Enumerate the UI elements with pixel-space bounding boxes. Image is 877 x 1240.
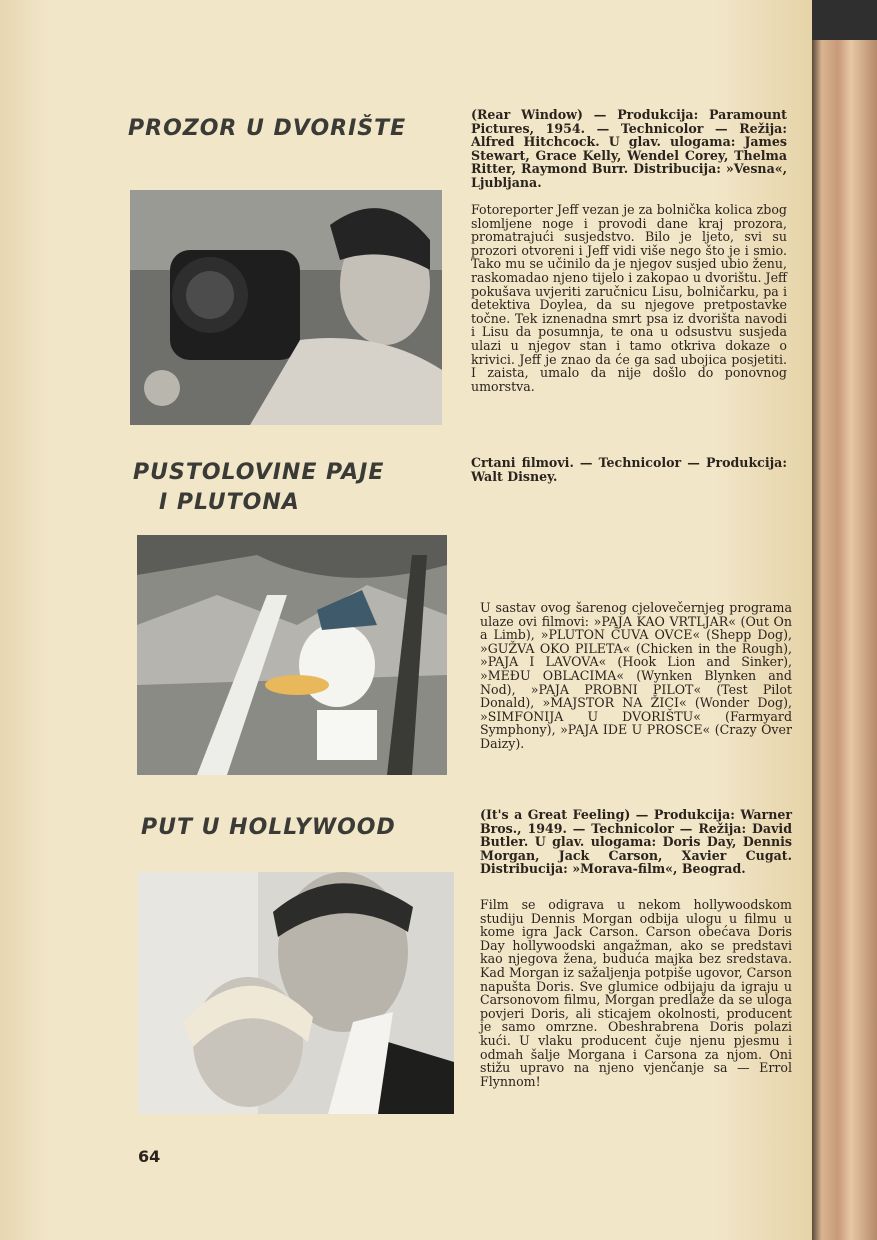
rear-window-credits: (Rear Window) — Produkcija: Paramount Pictures, 1954. — Technicolor — Režija: Alfred Hitchcock. U glav. ulogama: James Stewart, Grace Kelly, Wendel Corey, Thelma Ritter, Raymond Burr. Distribucija: »Vesna«, Ljubljana. [471,107,787,190]
put-u-hollywood-synopsis: Film se odigrava u nekom hollywoodskom studiju Dennis Morgan odbija ulogu u filmu u kome igra Jack Carson. Carson obećava Doris Day hollywoodski angažman, ako se predstavi kao njegova žena, buduća majka bez sredstava. Kad Morgan iz sažaljenja potpiše ugovor, Carson napušta Doris. Sve glumice odbijaju da igraju u Carsonovom filmu, Morgan predlaže da se uloga povjeri Doris, ali sticajem okolnosti, producent je samo omrzne. Obeshrabrena Doris polazi kući. U vlaku producent čuje njenu pjesmu i odmah šalje Morgana i Carsona za njom. Oni stižu upravo na njeno vjenčanje sa — Errol Flynnom! [480,897,792,1089]
doris-day-morgan-photo [138,872,454,1114]
film-title-paja-pluton [133,458,384,518]
put-u-hollywood-credits: (It's a Great Feeling) — Produkcija: Warner Bros., 1949. — Technicolor — Režija: David Butler. U glav. ulogama: Doris Day, Dennis Morgan, Jack Carson, Xavier Cugat. Distribucija: »Morava-film«, Beograd. [480,807,792,877]
donald-duck-photo [137,535,447,775]
book-edge-shadow [812,0,877,40]
paja-pluton-synopsis: U sastav ovog šarenog cjelovečernjeg programa ulaze ovi filmovi: »PAJA KAO VRTLJAR« (Out On a Limb), »PLUTON ČUVA OVCE« (Shepp Dog), »GUŽVA OKO PILETA« (Chicken in the Rough), »PAJA I LAVOVA« (Hook Lion and Sinker), »MEĐU OBLACIMA« (Wynken Blynken and Nod), »PAJA PROBNI PILOT« (Test Pilot Donald), »MAJSTOR NA ŽICI« (Wonder Dog), »SIMFONIJA U DVORIŠTU« (Farmyard Symphony), »PAJA IDE U PROSCE« (Crazy Over Daizy). [480,600,792,751]
film-title-put-u-hollywood [141,813,396,843]
title-line: I PLUTONA [159,490,300,515]
paja-pluton-credits: Crtani filmovi. — Technicolor — Produkcija: Walt Disney. [471,455,787,484]
title-line: PUSTOLOVINE PAJE [133,460,385,485]
book-gutter [812,0,877,1240]
film-title-rear-window [128,114,406,144]
title-line: PROZOR U DVORIŠTE [128,116,407,141]
rear-window-photo [130,190,442,425]
page-number: 64 [138,1147,161,1166]
rear-window-synopsis: Fotoreporter Jeff vezan je za bolnička kolica zbog slomljene noge i provodi dane kraj prozora, promatrajući susjedstvo. Bilo je ljeto, svi su prozori otvoreni i Jeff vidi više nego što je i smio. Tako mu se učinilo da je njegov susjed ubio ženu, raskomadao njeno tijelo i zakopao u dvorištu. Jeff pokušava uvjeriti zaručnicu Lisu, bolničarku, pa i detektiva Doylea, da su njegove pretpostavke točne. Tek iznenadna smrt psa iz dvorišta navodi i Lisu da posumnja, te ona u odsustvu susjeda ulazi u njegov stan i tamo otkriva dokaze o krivici. Jeff je znao da će ga sad ubojica posjetiti. I zaista, umalo da nije došlo do ponovnog umorstva. [471,202,787,394]
title-line: PUT U HOLLYWOOD [141,815,396,840]
